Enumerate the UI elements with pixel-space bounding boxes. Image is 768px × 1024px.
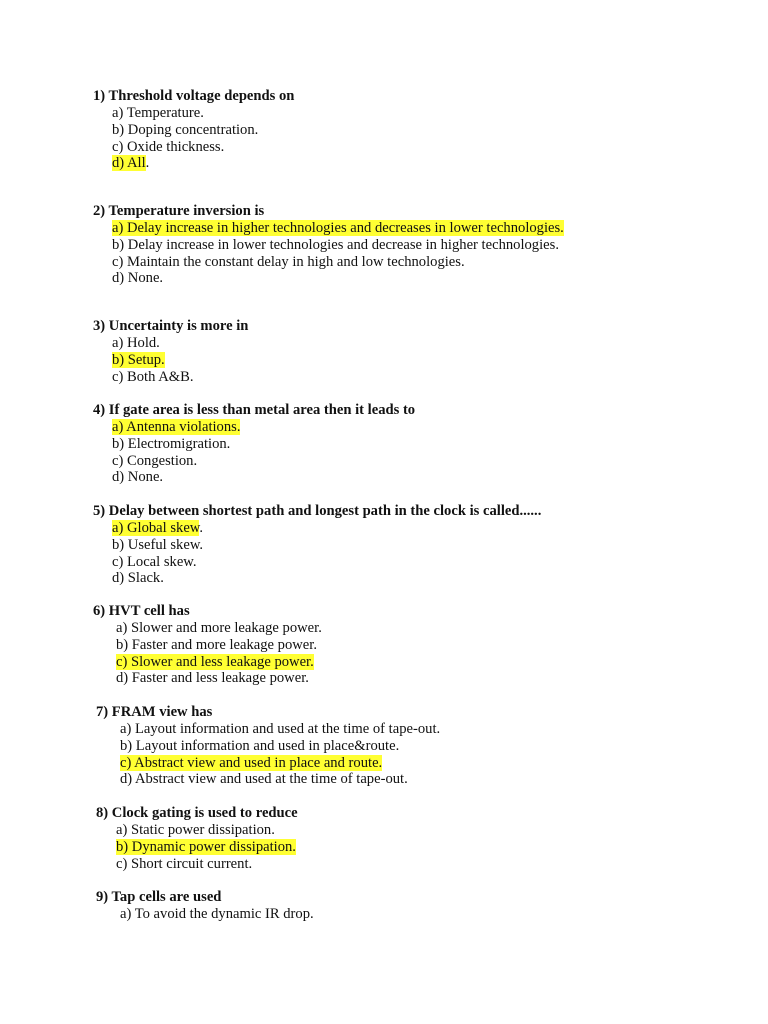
- question-title: 1) Threshold voltage depends on: [93, 88, 295, 104]
- question-title: 7) FRAM view has: [96, 704, 213, 720]
- highlighted-answer: d) All: [112, 155, 146, 172]
- option-a: [112, 419, 415, 436]
- option-c: [116, 654, 322, 671]
- option-c: c) Oxide thickness.: [112, 138, 225, 155]
- question-2: [93, 203, 564, 287]
- question-7: [96, 704, 440, 788]
- option-b: [112, 352, 248, 369]
- option-b: b) Faster and more leakage power.: [116, 636, 317, 653]
- question-title: 5) Delay between shortest path and longest path in the clock is called......: [93, 503, 542, 519]
- question-title: 3) Uncertainty is more in: [93, 318, 249, 334]
- question-title: 6) HVT cell has: [93, 603, 190, 619]
- option-b: b) Doping concentration.: [112, 121, 259, 138]
- option-a: a) Global skew.: [112, 520, 204, 536]
- question-title: 9) Tap cells are used: [96, 889, 222, 905]
- option-c: c) Congestion.: [112, 452, 198, 469]
- option-b: b) Delay increase in lower technologies and decrease in higher technologies.: [112, 236, 559, 253]
- option-b: b) Useful skew.: [112, 536, 204, 553]
- option-d: d) Slack.: [112, 570, 164, 587]
- option-d: d) Faster and less leakage power.: [116, 670, 309, 687]
- question-title: 4) If gate area is less than metal area then it leads to: [93, 402, 416, 418]
- question-8: [96, 805, 298, 872]
- option-c: c) Both A&B.: [112, 368, 194, 385]
- option-b: b) Layout information and used in place&route.: [120, 737, 400, 754]
- option-a: a) Hold.: [112, 335, 160, 351]
- option-d: d) All.: [112, 155, 150, 172]
- question-title: 8) Clock gating is used to reduce: [96, 805, 298, 821]
- option-c: c) Short circuit current.: [116, 855, 253, 872]
- highlighted-answer: c) Abstract view and used in place and route.: [120, 754, 383, 771]
- option-b: b) Electromigration.: [112, 435, 231, 452]
- option-a: a) Temperature.: [112, 105, 204, 121]
- highlighted-answer: a) Global skew: [112, 520, 200, 536]
- option-a: a) Layout information and used at the time of tape-out.: [120, 721, 441, 737]
- highlighted-answer: a) Antenna violations.: [112, 419, 241, 435]
- highlighted-answer: a) Delay increase in higher technologies and decreases in lower technologies.: [112, 220, 564, 236]
- option-d: d) Abstract view and used at the time of tape-out.: [120, 771, 408, 788]
- option-a: a) To avoid the dynamic IR drop.: [120, 906, 314, 922]
- option-d: d) None.: [112, 270, 164, 287]
- option-b: [116, 839, 298, 856]
- question-5: [93, 503, 541, 587]
- highlighted-answer: b) Dynamic power dissipation.: [116, 838, 296, 855]
- question-9: [96, 889, 314, 923]
- option-c: c) Local skew.: [112, 553, 197, 570]
- option-d: d) None.: [112, 469, 164, 486]
- option-a: a) Static power dissipation.: [116, 822, 275, 838]
- option-a: a) Slower and more leakage power.: [116, 620, 322, 636]
- highlighted-answer: c) Slower and less leakage power.: [116, 653, 314, 670]
- question-title: 2) Temperature inversion is: [93, 203, 265, 219]
- question-1: [93, 88, 294, 172]
- question-4: [93, 402, 415, 486]
- option-c: c) Maintain the constant delay in high and low technologies.: [112, 253, 465, 270]
- option-a: [112, 220, 564, 237]
- highlighted-answer: b) Setup.: [112, 351, 165, 368]
- option-c: [120, 755, 440, 772]
- question-6: [93, 603, 322, 687]
- question-3: [93, 318, 248, 385]
